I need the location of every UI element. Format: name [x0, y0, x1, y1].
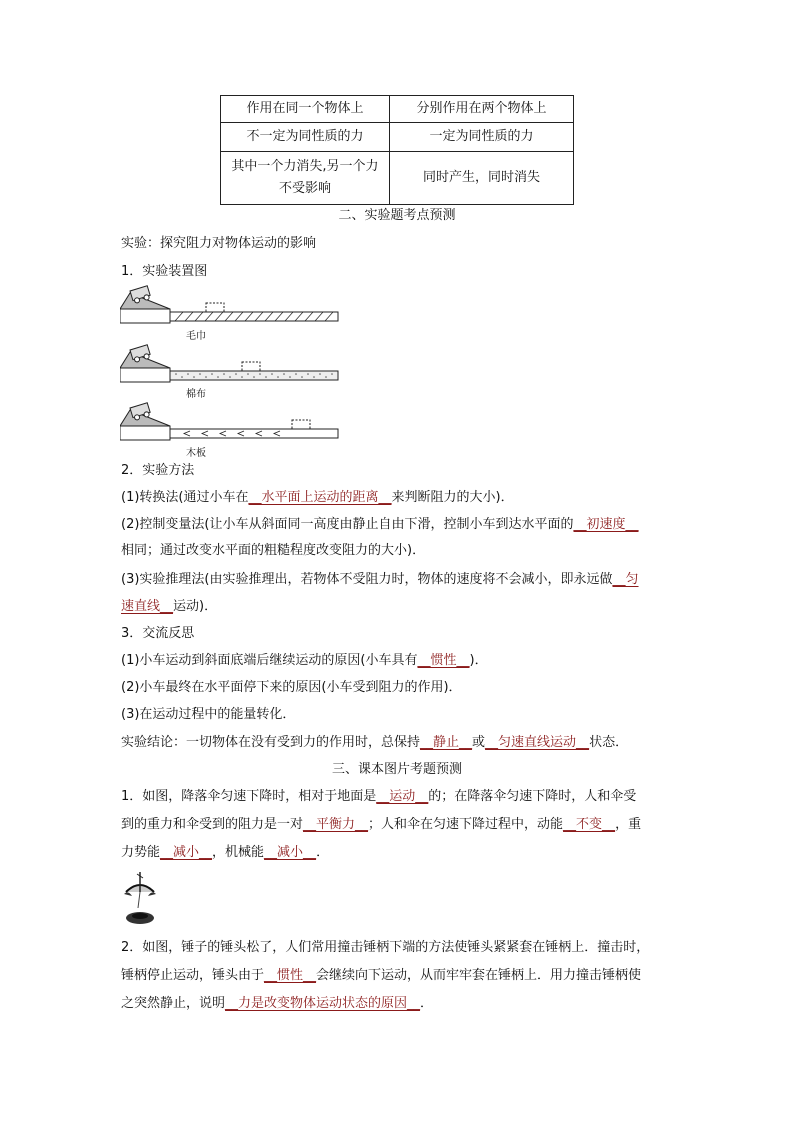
question-2-line-2: [121, 966, 641, 986]
answer: __初速度__: [573, 517, 639, 532]
table-cell: 不一定为同性质的力: [221, 123, 390, 152]
text: 运动)．: [173, 599, 218, 614]
section-heading: 二、实验题考点预测: [338, 208, 456, 223]
figure-caption: 毛巾: [186, 331, 206, 342]
apparatus-wood-figure: [120, 402, 340, 444]
apparatus-cotton-figure: [120, 344, 340, 386]
answer: __运动__: [376, 789, 429, 804]
question-1-line-1: [121, 787, 636, 807]
question-2-line-3: [121, 994, 433, 1014]
answer: __匀: [612, 572, 639, 587]
text: 1．如图，降落伞匀速下降时，相对于地面是: [121, 789, 377, 804]
conclusion: [121, 733, 628, 753]
table-cell: 分别作用在两个物体上: [390, 96, 574, 123]
answer: __力是改变物体运动状态的原因__: [225, 996, 421, 1011]
text: ；人和伞在匀速下降过程中，动能: [368, 817, 564, 832]
text: (1)转换法(通过小车在: [121, 490, 249, 505]
text: 的；在降落伞匀速下降时，人和伞受: [428, 789, 637, 804]
method-1: [121, 488, 514, 508]
text: 会继续向下运动，从而牢牢套在锤柄上．用力撞击锤柄使: [316, 968, 642, 983]
answer: __惯性__: [417, 653, 470, 668]
answer: 速直线__: [121, 599, 174, 614]
subheading: 2．实验方法: [121, 463, 195, 478]
text: (3)实验推理法(由实验推理出，若物体不受阻力时，物体的速度将不会减小，即永远做: [121, 572, 613, 587]
answer: __匀速直线运动__: [485, 735, 590, 750]
method-3-cont: [121, 597, 217, 617]
subheading: 1．实验装置图: [121, 264, 208, 279]
text: 锤柄停止运动，锤头由于: [121, 968, 265, 983]
figure-caption: 木板: [186, 448, 206, 459]
apparatus-towel-figure: [120, 285, 340, 327]
answer: __静止__: [420, 735, 473, 750]
text: 到的重力和伞受到的阻力是一对: [121, 817, 304, 832]
method-2-cont: 相同；通过改变水平面的粗糙程度改变阻力的大小)．: [121, 543, 426, 558]
method-2: [121, 515, 639, 535]
text: 或: [472, 735, 486, 750]
table-row: [221, 152, 574, 205]
text: )．: [469, 653, 488, 668]
table-row: [221, 123, 574, 152]
reflection-1: [121, 651, 488, 671]
text: ．: [420, 996, 434, 1011]
answer: __减小__: [264, 845, 317, 860]
text: 实验结论：一切物体在没有受到力的作用时，总保持: [121, 735, 421, 750]
text: 之突然静止，说明: [121, 996, 226, 1011]
text: ．: [316, 845, 330, 860]
text: (1)小车运动到斜面底端后继续运动的原因(小车具有: [121, 653, 418, 668]
figure-caption: 棉布: [186, 389, 206, 400]
table-cell: 作用在同一个物体上: [221, 96, 390, 123]
reflection-3: (3)在运动过程中的能量转化．: [121, 707, 296, 722]
parachute-image: [120, 868, 160, 928]
answer: __平衡力__: [303, 817, 369, 832]
text: 状态．: [589, 735, 629, 750]
answer: __水平面上运动的距离__: [248, 490, 392, 505]
text: (2)控制变量法(让小车从斜面同一高度由静止自由下滑，控制小车到达水平面的: [121, 517, 574, 532]
text: ，重: [615, 817, 642, 832]
method-3: [121, 570, 639, 590]
answer: __惯性__: [264, 968, 317, 983]
text: ，机械能: [212, 845, 265, 860]
text: 来判断阻力的大小)．: [391, 490, 514, 505]
table-cell: 同时产生，同时消失: [390, 152, 574, 205]
experiment-title: 实验：探究阻力对物体运动的影响: [121, 236, 317, 251]
section-heading: 三、课本图片考题预测: [331, 762, 462, 777]
reflection-2: (2)小车最终在水平面停下来的原因(小车受到阻力的作用)．: [121, 680, 462, 695]
question-2-line-1: 2．如图，锤子的锤头松了，人们常用撞击锤柄下端的方法使锤头紧紧套在锤柄上．撞击时，: [121, 940, 650, 955]
table-cell: 其中一个力消失,另一个力不受影响: [221, 152, 390, 205]
text: 力势能: [121, 845, 161, 860]
subheading: 3．交流反思: [121, 626, 195, 641]
table-row: [221, 96, 574, 123]
question-1-line-2: [121, 815, 641, 835]
answer: __减小__: [160, 845, 213, 860]
question-1-line-3: [121, 843, 329, 863]
comparison-table: [220, 95, 574, 205]
answer: __不变__: [563, 817, 616, 832]
table-cell: 一定为同性质的力: [390, 123, 574, 152]
